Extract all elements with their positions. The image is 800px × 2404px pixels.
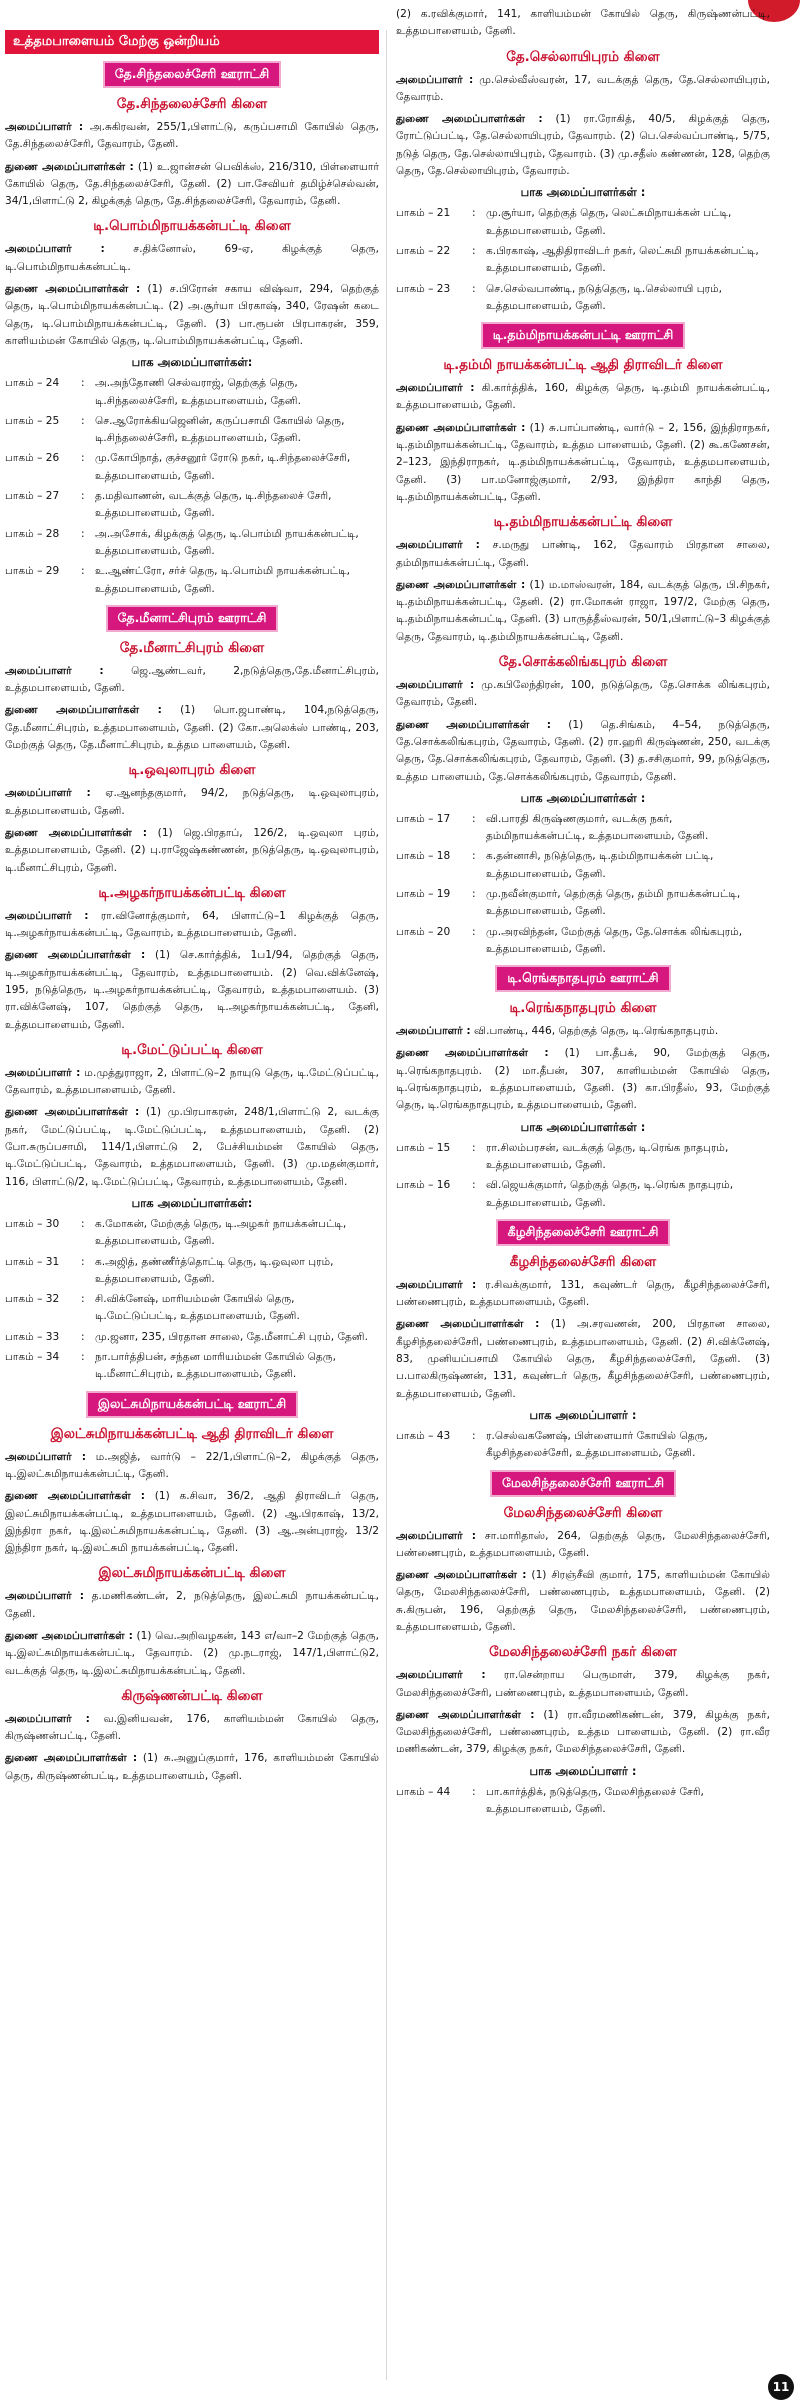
panchayat-heading: தே.மீனாட்சிபுரம் ஊராட்சி (106, 605, 279, 632)
entry-text: (1) பொ.ஜபாண்டி, 104,நடுத்தெரு, தே.மீனாட்சிபுரம், உத்தமபாளையம், தேனி. (2) கோ.அலெக்ஸ் பாண்டி, 203, மேற்குத் தெரு, தே.மீனாட்சிபுரம், உத்தம பாளையம், தேனி. (5, 704, 379, 752)
booth-organiser: க.அஜித், தண்ணீர்த்தொட்டி தெரு, டி.ஒவுலா புரம், உத்தமபாளையம், தேனி. (95, 1255, 334, 1285)
booth-organiser: ர.செல்வகணேஷ், பிள்ளையார் கோயில் தெரு, கீழசிந்தலைச்சேரி, உத்தமபாளையம், தேனி. (486, 1429, 708, 1460)
right-column (396, 6, 770, 2385)
entry-text: ஏ.ஆனந்தகுமார், 94/2, நடுத்தெரு, டி.ஒவுலாபுரம், உத்தமபாளையம், தேனி. (5, 787, 379, 817)
booth-number: பாகம் – 15 (396, 1141, 451, 1154)
entry-label: அமைப்பாளர் : (396, 1278, 477, 1291)
entry-text: ம.முத்துராஜா, 2, பிளாட்டு–2 நாயுடு தெரு, டி.மேட்டுப்பட்டி, தேவாரம், உத்தமபாளையம், தேனி. (5, 1066, 379, 1097)
entry-text: ச.திக்னோஸ், 69-ஏ, கிழக்குத் தெரு, டி.பொம்மிநாயக்கன்பட்டி. (5, 243, 379, 273)
booth-entry (5, 563, 379, 598)
booth-colon: : (81, 1330, 85, 1343)
entry-text: (1) ஜெ.பிரதாப், 126/2, டி.ஒவுலா புரம், உத்தமபாளையம், தேனி. (2) பு.ராஜேஷ்கண்ணன், நடுத்தெரு, டி.ஒவுலாபுரம், டி.மீனாட்சிபுரம், தேனி. (5, 826, 379, 874)
deputy-organisers-entry (5, 702, 379, 754)
booth-number: பாகம் – 26 (5, 452, 60, 465)
union-banner: உத்தமபாளையம் மேற்கு ஒன்றியம் (5, 30, 379, 54)
entry-label: துணை அமைப்பாளர்கள் : (396, 421, 526, 434)
branch-title: தே.மீனாட்சிபுரம் கிளை (119, 639, 265, 656)
booth-organiser: த.மதிவாணன், வடக்குத் தெரு, டி.சிந்தலைச் சேரி, உத்தமபாளையம், தேனி. (95, 490, 332, 520)
entry-label: துணை அமைப்பாளர்கள் : (396, 578, 526, 591)
entry-label: அமைப்பாளர் : (5, 1590, 84, 1603)
panchayat-heading: டி.ரெங்கநாதபுரம் ஊராட்சி (495, 965, 670, 992)
booth-colon: : (81, 414, 85, 427)
booth-colon: : (472, 1141, 476, 1154)
booth-entry (5, 488, 379, 523)
deputy-organisers-entry (396, 1567, 770, 1636)
booth-colon: : (81, 1255, 85, 1268)
booth-number: பாகம் – 20 (396, 925, 451, 938)
deputy-organisers-entry (5, 1488, 379, 1557)
entry-text: அ.சுகிரவன், 255/1,பிளாட்டு, கருப்பசாமி கோயில் தெரு, தே.சிந்தலைச்சேரி, தேவாரம், தேனி. (5, 121, 379, 151)
organiser-entry (5, 1588, 379, 1623)
booth-number: பாகம் – 32 (5, 1293, 60, 1306)
entry-label: அமைப்பாளர் : (396, 679, 475, 692)
booth-colon: : (472, 1429, 476, 1442)
booth-number: பாகம் – 24 (5, 377, 60, 390)
booth-organiser: அ.அந்தோணி செல்வராஜ், தெற்குத் தெரு, டி.சிந்தலைச்சேரி, உத்தமபாளையம், தேனி. (95, 377, 301, 407)
deputy-organisers-entry (396, 1316, 770, 1402)
branch-title: இலட்சுமிநாயக்கன்பட்டி கிளை (98, 1565, 286, 1582)
booth-organiser: மு.கோபிநாத், குச்சனூர் ரோடு நகர், டி.சிந்தலைச்சேரி, உத்தமபாளையம், தேனி. (95, 452, 351, 482)
booth-colon: : (472, 244, 476, 257)
booth-number: பாகம் – 44 (396, 1785, 451, 1798)
organiser-entry (396, 1667, 770, 1702)
branch-title: டி.தம்மிநாயக்கன்பட்டி கிளை (493, 514, 673, 531)
entry-text: ச.மருது பாண்டி, 162, தேவாரம் பிரதான சாலை, தம்மிநாயக்கன்பட்டி, தேனி. (396, 539, 770, 569)
deputy-organisers-entry (396, 577, 770, 646)
panchayat-heading: டி.தம்மிநாயக்கன்பட்டி ஊராட்சி (481, 322, 686, 349)
panchayat-heading: மேலசிந்தலைச்சேரி ஊராட்சி (490, 1470, 676, 1497)
organiser-entry (396, 537, 770, 572)
entry-text: மு.செல்வீஸ்வரன், 17, வடக்குத் தெரு, தே.செல்லாயிபுரம், தேவாரம். (396, 73, 770, 103)
branch-title: மேலசிந்தலைச்சேரி நகர் கிளை (489, 1644, 677, 1661)
branch-title: தே.சொக்கலிங்கபுரம் கிளை (498, 654, 668, 671)
booth-colon: : (472, 925, 476, 938)
panchayat-heading: கீழசிந்தலைச்சேரி ஊராட்சி (496, 1219, 671, 1246)
entry-text: (1) அ.சரவணன், 200, பிரதான சாலை, கீழசிந்தலைச்சேரி, பண்ணைபுரம், உத்தமபாளையம், தேனி. (2) சி.விக்னேஷ், 83, முனியப்பசாமி கோயில் தெரு, கீழசிந்தலைச்சேரி, தேனி. (3) ப.பாலகிருஷ்ணன், 131, கவுண்டர் தெரு, கீழசிந்தலைச்சேரி, பண்ணைபுரம், உத்தமபாளையம், தேனி. (396, 1318, 770, 1400)
entry-text: (1) ரா.வீரமணிகண்டன், 379, கிழக்கு நகர், மேலசிந்தலைச்சேரி, பண்ணைபுரம், உத்தம பாளையம், தேனி. (2) ரா.வீர மணிகண்டன், 379, கிழக்கு நகர், மேலசிந்தலைச்சேரி, தேனி. (396, 1708, 770, 1756)
entry-label: அமைப்பாளர் : (5, 243, 105, 256)
entry-text: (1) சு.அனுப்குமார், 176, காளியம்மன் கோயில் தெரு, கிருஷ்ணன்பட்டி, உத்தமபாளையம், தேனி. (5, 1752, 379, 1782)
entry-label: துணை அமைப்பாளர்கள் : (396, 1047, 549, 1060)
branch-title: கீழசிந்தலைச்சேரி கிளை (509, 1253, 657, 1270)
booth-colon: : (472, 1179, 476, 1192)
entry-label: அமைப்பாளர் : (396, 382, 475, 395)
entry-text: (1) மு.பிரபாகரன், 248/1,பிளாட்டு 2, வடக்கு நகர், மேட்டுப்பட்டி, டி.மேட்டுப்பட்டி, உத்தமபாளையம், தேனி. (2) போ.சுருப்பசாமி, 114/1,பிளாட்டு 2, பேச்சியம்மன் கோயில் தெரு, டி.மேட்டுப்பட்டி, தேவாரம், உத்தமபாளையம், தேனி. (3) மு.மதன்குமார், 116, பிளாட்டு/2, டி.மேட்டுப்பட்டி, தேவாரம், உத்தமபாளையம், தேனி. (5, 1106, 379, 1188)
booth-organisers-heading: பாக அமைப்பாளர் : (529, 1763, 637, 1778)
booth-number: பாகம் – 34 (5, 1351, 60, 1364)
booth-colon: : (81, 1293, 85, 1306)
branch-title: டி.ரெங்கநாதபுரம் கிளை (509, 1000, 657, 1017)
organiser-entry (396, 1277, 770, 1312)
booth-organiser: உ.ஆண்ட்ரோ, சர்ச் தெரு, டி.பொம்மி நாயக்கன்பட்டி, உத்தமபாளையம், தேனி. (95, 565, 351, 595)
booth-colon: : (81, 1217, 85, 1230)
deputy-organisers-entry (396, 111, 770, 180)
entry-text: (1) சிரஞ்சீவி குமார், 175, காளியம்மன் கோயில் தெரு, மேலசிந்தலைச்சேரி, பண்ணைபுரம், உத்தமபாளையம், தேனி. (2) சு.கிருபன், 196, தெற்குத் தெரு, மேலசிந்தலைச்சேரி, பண்ணைபுரம், உத்தமபாளையம், தேனி. (396, 1569, 770, 1633)
booth-number: பாகம் – 28 (5, 527, 60, 540)
entry-label: துணை அமைப்பாளர்கள் : (5, 1490, 146, 1503)
booth-entry (396, 205, 770, 240)
entry-label: துணை அமைப்பாளர்கள் : (5, 1106, 140, 1119)
entry-text: (1) சு.பாப்பாண்டி, வார்டு – 2, 156, இந்திராநகர், டி.தம்மிநாயக்கன்பட்டி, தேவாரம், உத்தம பாளையம், தேனி. (2) கூ.கணேசன், 2–123, இந்திராநகர், டி.தம்மிநாயக்கன்பட்டி, தேவாரம், உத்தமபாளையம், தேனி. (3) பா.மனோஜ்குமார், 2/93, இந்திரா காந்தி தெரு, டி.தம்மிநாயக்கன்பட்டி, தேனி. (396, 421, 770, 503)
entry-text: (1) செ.கார்த்திக், 1ப1/94, தெற்குத் தெரு, டி.அழகர்நாயக்கன்பட்டி, தேவாரம், உத்தமபாளையம். (2) வெ.விக்னேஷ், 195, நடுத்தெரு, டி.அழகர்நாயக்கன்பட்டி, தேவாரம், உத்தமபாளையம். (3) ரா.விக்னேஷ், 107, தெற்குத் தெரு, டி.அழகர்நாயக்கன்பட்டி, தேனி, உத்தமபாளையம், தேனி. (5, 949, 379, 1031)
booth-number: பாகம் – 29 (5, 565, 60, 578)
booth-organisers-heading: பாக அமைப்பாளர்கள்: (131, 355, 253, 370)
booth-entry (5, 1291, 379, 1326)
entry-text: (1) க.சிவா, 36/2, ஆதி திராவிடர் தெரு, இலட்சுமிநாயக்கன்பட்டி, உத்தமபாளையம், தேனி. (2) ஆ.பிரகாஷ், 13/2, இந்திரா நகர், டி.இலட்சுமிநாயக்கன்பட்டி, தேனி. (3) ஆ.அன்புராஜ், 13/2 இந்திரா நகர், டி.இலட்சுமி நாயக்கன்பட்டி, தேனி. (5, 1490, 379, 1555)
panchayat-heading: இலட்சுமிநாயக்கன்பட்டி ஊராட்சி (86, 1391, 298, 1418)
entry-label: துணை அமைப்பாளர்கள் : (5, 1630, 133, 1642)
entry-label: துணை அமைப்பாளர்கள் : (396, 113, 543, 126)
booth-number: பாகம் – 17 (396, 812, 451, 825)
booth-colon: : (81, 565, 85, 578)
entry-text: சா.மாரிதாஸ், 264, தெற்குத் தெரு, மேலசிந்தலைச்சேரி, பண்ணைபுரம், உத்தமபாளையம், தேனி. (396, 1529, 770, 1559)
entry-text: ரா.சென்றாய பெருமாள், 379, கிழக்கு நகர், மேலசிந்தலைச்சேரி, பண்ணைபுரம், உத்தமபாளையம், தேனி. (396, 1669, 770, 1699)
booth-entry (5, 1349, 379, 1384)
entry-text: (1) ம.மாஸ்வரன், 184, வடக்குத் தெரு, பி.சிநகர், டி.தம்மிநாயக்கன்பட்டி, தேனி. (2) ரா.மோகன் ராஜா, 197/2, மேற்கு தெரு, டி.தம்மிநாயக்கன்பட்டி, தேனி. (3) பாருத்தீஸ்வரன், 50/1,பிளாட்டு–3 கிழக்குத் தெரு, தேவாரம், டி.தம்மிநாயக்கன்பட்டி, தேனி. (396, 578, 770, 643)
entry-text: மு.கபிலேந்திரன், 100, நடுத்தெரு, தே.சொக்க லிங்கபுரம், தேவாரம், தேனி. (396, 679, 770, 709)
booth-number: பாகம் – 21 (396, 207, 451, 220)
booth-organiser: க.மோகன், மேற்குத் தெரு, டி.அழகர் நாயக்கன்பட்டி, உத்தமபாளையம், தேனி. (95, 1217, 347, 1248)
entry-text: (1) வெ.அறிவழகன், 143 எ/வா–2 மேற்குத் தெரு, டி.இலட்சுமிநாயக்கன்பட்டி, தேவாரம். (2) மு.நடராஜ், 147/1,பிளாட்டு2, வடக்குத் தெரு, டி.இலட்சுமிநாயக்கன்பட்டி, தேனி. (5, 1630, 379, 1677)
entry-label: துணை அமைப்பாளர்கள் : (5, 949, 146, 962)
entry-label: துணை அமைப்பாளர்கள் : (396, 718, 552, 731)
booth-organiser: செ.செல்வபாண்டி, நடுத்தெரு, டி.செல்லாயி புரம், உத்தமபாளையம், தேனி. (486, 282, 722, 312)
organiser-entry (5, 1711, 379, 1746)
booth-entry (5, 413, 379, 448)
booth-organiser: செ.ஆரோக்கியஜெனின், கருப்பசாமி கோயில் தெரு, டி.சிந்தலைச்சேரி, உத்தமபாளையம், தேனி. (95, 414, 345, 445)
booth-number: பாகம் – 19 (396, 887, 451, 900)
booth-entry (5, 526, 379, 561)
entry-label: அமைப்பாளர் : (5, 909, 89, 922)
entry-label: அமைப்பாளர் : (396, 1529, 477, 1542)
deputy-organisers-entry (5, 1750, 379, 1785)
entry-label: அமைப்பாளர் : (5, 1450, 87, 1463)
deputy-organisers-entry (5, 281, 379, 350)
organiser-entry (396, 1528, 770, 1563)
entry-label: அமைப்பாளர் : (396, 1025, 471, 1038)
organiser-entry (5, 785, 379, 820)
booth-entry (396, 848, 770, 883)
booth-colon: : (472, 207, 476, 220)
entry-label: அமைப்பாளர் : (396, 539, 480, 552)
branch-title: டி.ஒவுலாபுரம் கிளை (128, 762, 256, 779)
booth-entry (396, 924, 770, 959)
entry-label: துணை அமைப்பாளர்கள் : (5, 704, 162, 717)
booth-organisers-heading: பாக அமைப்பாளர்கள்: (131, 1195, 253, 1210)
panchayat-heading: தே.சிந்தலைச்சேரி ஊராட்சி (103, 61, 281, 88)
booth-entry (5, 1216, 379, 1251)
entry-label: அமைப்பாளர் : (396, 73, 474, 86)
booth-organiser: மு.ஜனா, 235, பிரதான சாலை, தே.மீனாட்சி புரம், தேனி. (95, 1330, 368, 1343)
entry-label: துணை அமைப்பாளர்கள் : (5, 826, 147, 839)
entry-label: துணை அமைப்பாளர்கள் : (396, 1708, 535, 1721)
booth-number: பாகம் – 18 (396, 850, 451, 863)
booth-organisers-heading: பாக அமைப்பாளர்கள் : (520, 185, 646, 200)
booth-colon: : (81, 490, 85, 503)
entry-label: துணை அமைப்பாளர்கள் : (396, 1318, 540, 1331)
branch-title: தே.செல்லாயிபுரம் கிளை (506, 48, 660, 65)
organiser-entry (396, 677, 770, 712)
organiser-entry (5, 241, 379, 276)
booth-colon: : (472, 812, 476, 825)
entry-label: துணை அமைப்பாளர்கள் : (5, 283, 141, 296)
entry-text: (1) ரா.ரோகித், 40/5, கிழக்குத் தெரு, ரோட்டுப்பட்டி, தே.செல்லாயிபுரம், தேவாரம். (2) பெ.செல்வப்பாண்டி, 5/75, நடுத் தெரு, தே.செல்லாயிபுரம், தேவாரம். (3) மு.சதீஸ் கண்ணன், 128, தெற்கு தெரு, தே.செல்லாயிபுரம், தேவாரம். (396, 113, 770, 178)
booth-entry (396, 281, 770, 316)
entry-text: ஜெ.ஆண்டவர், 2,நடுத்தெரு,தே.மீனாட்சிபுரம், உத்தமபாளையம், தேனி. (5, 664, 379, 695)
booth-organiser: வி.ஜெயக்குமார், தெற்குத் தெரு, டி.ரெங்க நாதபுரம், உத்தமபாளையம், தேனி. (486, 1179, 734, 1209)
column-divider (386, 30, 387, 2380)
booth-organisers-heading: பாக அமைப்பாளர்கள் : (520, 790, 646, 805)
deputy-organisers-entry (5, 1104, 379, 1190)
entry-label: அமைப்பாளர் : (5, 664, 104, 677)
booth-colon: : (472, 850, 476, 863)
deputy-organisers-entry (5, 825, 379, 877)
branch-title: தே.சிந்தலைச்சேரி கிளை (116, 96, 268, 112)
booth-number: பாகம் – 33 (5, 1330, 60, 1343)
booth-colon: : (81, 452, 85, 465)
booth-colon: : (472, 282, 476, 295)
branch-title: டி.அழகர்நாயக்கன்பட்டி கிளை (98, 884, 286, 901)
branch-title: டி.மேட்டுப்பட்டி கிளை (121, 1041, 263, 1058)
booth-organiser: சி.விக்னேஷ், மாரியம்மன் கோயில் தெரு, டி.மேட்டுப்பட்டி, உத்தமபாளையம், தேனி. (95, 1293, 300, 1323)
entry-text: ரா.வினோத்குமார், 64, பிளாட்டு–1 கிழக்குத் தெரு, டி.அழகர்நாயக்கன்பட்டி, தேவாரம், உத்தமபாளையம், தேனி. (5, 909, 379, 940)
booth-colon: : (81, 1351, 85, 1364)
organiser-entry (396, 380, 770, 415)
entry-label: அமைப்பாளர் : (5, 121, 84, 133)
booth-number: பாகம் – 31 (5, 1255, 60, 1268)
entry-label: அமைப்பாளர் : (5, 787, 91, 800)
entry-text: (1) உ.ஜான்சன் பெவிக்ஸ், 216/310, பிள்ளையார் கோயில் தெரு, தே.சிந்தலைச்சேரி, தேனி. (2) பா.சேவியர் தமிழ்ச்செல்வன், 34/1,பிளாட்டு 2, கிழக்குத் தெரு, தே.சிந்தலைச்சேரி, தேவாரம், தேனி. (5, 160, 379, 208)
entry-text: த.மணிகண்டன், 2, நடுத்தெரு, இலட்சுமி நாயக்கன்பட்டி, தேனி. (5, 1590, 379, 1620)
booth-entry (396, 1428, 770, 1463)
branch-title: டி.பொம்மிநாயக்கன்பட்டி கிளை (93, 218, 291, 235)
booth-entry (396, 1177, 770, 1212)
booth-colon: : (81, 377, 85, 390)
booth-organiser: அ.அசோக், கிழக்குத் தெரு, டி.பொம்மி நாயக்கன்பட்டி, உத்தமபாளையம், தேனி. (95, 527, 359, 557)
booth-number: பாகம் – 43 (396, 1429, 451, 1442)
page-number: 11 (768, 2374, 794, 2400)
booth-entry (5, 450, 379, 485)
booth-entry (396, 886, 770, 921)
booth-organiser: க.பிரகாஷ், ஆதிதிராவிடர் நகர், லெட்சுமி நாயக்கன்பட்டி, உத்தமபாளையம், தேனி. (486, 244, 759, 275)
branch-title: டி.தம்மி நாயக்கன்பட்டி ஆதி திராவிடர் கிளை (443, 357, 723, 374)
continued-entry: (2) க.ரவிக்குமார், 141, காளியம்மன் கோயில் தெரு, கிருஷ்ணன்பட்டி, உத்தமபாளையம், தேனி. (396, 8, 770, 38)
booth-entry (5, 1329, 379, 1346)
deputy-organisers-entry (396, 1045, 770, 1114)
entry-text: ம.அஜித், வார்டு – 22/1,பிளாட்டு–2, கிழக்குத் தெரு, டி.இலட்சுமிநாயக்கன்பட்டி, தேனி. (5, 1450, 379, 1480)
booth-entry (396, 811, 770, 846)
entry-text: கி.கார்த்திக், 160, கிழக்கு தெரு, டி.தம்மி நாயக்கன்பட்டி, உத்தமபாளையம், தேனி. (396, 382, 770, 412)
deputy-organisers-entry (5, 159, 379, 211)
booth-organiser: ரா.சிலம்பரசன், வடக்குத் தெரு, டி.ரெங்க நாதபுரம், உத்தமபாளையம், தேனி. (486, 1141, 729, 1171)
booth-colon: : (81, 527, 85, 540)
branch-title: கிருஷ்ணன்பட்டி கிளை (121, 1687, 263, 1704)
organiser-entry (5, 663, 379, 698)
booth-number: பாகம் – 16 (396, 1179, 451, 1192)
booth-number: பாகம் – 30 (5, 1217, 60, 1230)
organiser-entry (5, 908, 379, 943)
entry-text: ர.சிவக்குமார், 131, கவுண்டர் தெரு, கீழசிந்தலைச்சேரி, பண்ணைபுரம், உத்தமபாளையம், தேனி. (396, 1278, 770, 1309)
booth-organiser: வி.பாரதி கிருஷ்ணகுமார், வடக்கு நகர், தம்மிநாயக்கன்பட்டி, உத்தமபாளையம், தேனி. (486, 812, 709, 843)
entry-text: (1) ச.பிரோன் சகாய விஷ்வா, 294, தெற்குத் தெரு, டி.பொம்மிநாயக்கன்பட்டி. (2) அ.சூர்யா பிரகாஷ், 340, ரேஷன் கடை தெரு, டி.பொம்மிநாயக்கன்பட்டி, தேனி. (3) பா.ரூபன் பிரபாகரன், 359, காளியம்மன் கோயில் தெரு, டி.பொம்மிநாயக்கன்பட்டி, தேனி. (5, 283, 379, 347)
booth-number: பாகம் – 27 (5, 490, 60, 503)
entry-label: துணை அமைப்பாளர்கள் : (5, 160, 134, 173)
entry-label: துணை அமைப்பாளர்கள் : (396, 1569, 527, 1582)
deputy-organisers-entry (396, 420, 770, 506)
booth-organiser: பா.கார்த்திக், நடுத்தெரு, மேலசிந்தலைச் சேரி, உத்தமபாளையம், தேனி. (486, 1785, 704, 1816)
entry-text: (1) தெ.சிங்கம், 4–54, நடுத்தெரு, தே.சொக்கலிங்கபுரம், தேவாரம், தேனி. (2) ரா.ஹரி கிருஷ்ணன், 250, வடக்கு தெரு, தே.சொக்கலிங்கபுரம், தேவாரம், தேனி. (3) த.சசிகுமார், 99, நடுத்தெரு, உத்தம பாளையம், தே.சொக்கலிங்கபுரம், தேவாரம், தேனி. (396, 718, 770, 783)
entry-label: அமைப்பாளர் : (5, 1712, 90, 1725)
organiser-entry (396, 72, 770, 107)
deputy-organisers-entry (5, 947, 379, 1033)
branch-title: இலட்சுமிநாயக்கன்பட்டி ஆதி திராவிடர் கிளை (50, 1425, 334, 1442)
entry-label: அமைப்பாளர் : (5, 1066, 81, 1079)
organiser-entry (5, 1065, 379, 1100)
deputy-organisers-entry (396, 1707, 770, 1759)
booth-organisers-heading: பாக அமைப்பாளர்கள் : (520, 1119, 646, 1134)
booth-organiser: மு.நவீன்குமார், தெற்குத் தெரு, தம்மி நாயக்கன்பட்டி, உத்தமபாளையம், தேனி. (486, 887, 741, 918)
booth-entry (5, 375, 379, 410)
organiser-entry (396, 1023, 770, 1040)
booth-number: பாகம் – 23 (396, 282, 451, 295)
booth-entry (396, 243, 770, 278)
entry-text: (1) பா.தீபக், 90, மேற்குத் தெரு, டி.ரெங்கநாதபுரம். (2) மா.தீபன், 307, காளியம்மன் கோயில் தெரு, டி.ரெங்கநாதபுரம், உத்தமபாளையம், தேனி. (3) கா.பிரதீஸ், 93, மேற்குத் தெரு, டி.ரெங்கநாதபுரம், உத்தமபாளையம், தேனி. (396, 1047, 770, 1112)
booth-entry (396, 1784, 770, 1819)
booth-entry (5, 1254, 379, 1289)
booth-organiser: க.தன்னாசி, நடுத்தெரு, டி.தம்மிநாயக்கன் பட்டி, உத்தமபாளையம், தேனி. (486, 850, 714, 880)
organiser-entry (5, 119, 379, 154)
left-column (5, 30, 379, 2385)
booth-organisers-heading: பாக அமைப்பாளர் : (529, 1407, 637, 1422)
booth-organiser: மு.அரவிந்தன், மேற்குத் தெரு, தே.சொக்க லிங்கபுரம், உத்தமபாளையம், தேனி. (486, 925, 743, 955)
deputy-organisers-entry (5, 1628, 379, 1680)
branch-title: மேலசிந்தலைச்சேரி கிளை (503, 1504, 663, 1521)
booth-colon: : (472, 1785, 476, 1798)
entry-label: துணை அமைப்பாளர்கள் : (5, 1752, 138, 1765)
entry-label: அமைப்பாளர் : (396, 1669, 486, 1682)
booth-organiser: நா.பார்த்திபன், சந்தன மாரியம்மன் கோயில் தெரு, டி.மீனாட்சிபுரம், உத்தமபாளையம், தேனி. (95, 1351, 336, 1381)
booth-number: பாகம் – 25 (5, 414, 60, 427)
organiser-entry (5, 1449, 379, 1484)
booth-colon: : (472, 887, 476, 900)
booth-number: பாகம் – 22 (396, 244, 451, 257)
entry-text: வி.பாண்டி, 446, தெற்குத் தெரு, டி.ரெங்கநாதபுரம். (470, 1025, 719, 1038)
booth-entry (396, 1140, 770, 1175)
entry-text: வ.இனியவன், 176, காளியம்மன் கோயில் தெரு, கிருஷ்ணன்பட்டி, தேனி. (5, 1712, 379, 1743)
deputy-organisers-entry (396, 717, 770, 786)
booth-organiser: மு.சூர்யா, தெற்குத் தெரு, லெட்சுமிநாயக்கன் பட்டி, உத்தமபாளையம், தேனி. (486, 207, 732, 237)
